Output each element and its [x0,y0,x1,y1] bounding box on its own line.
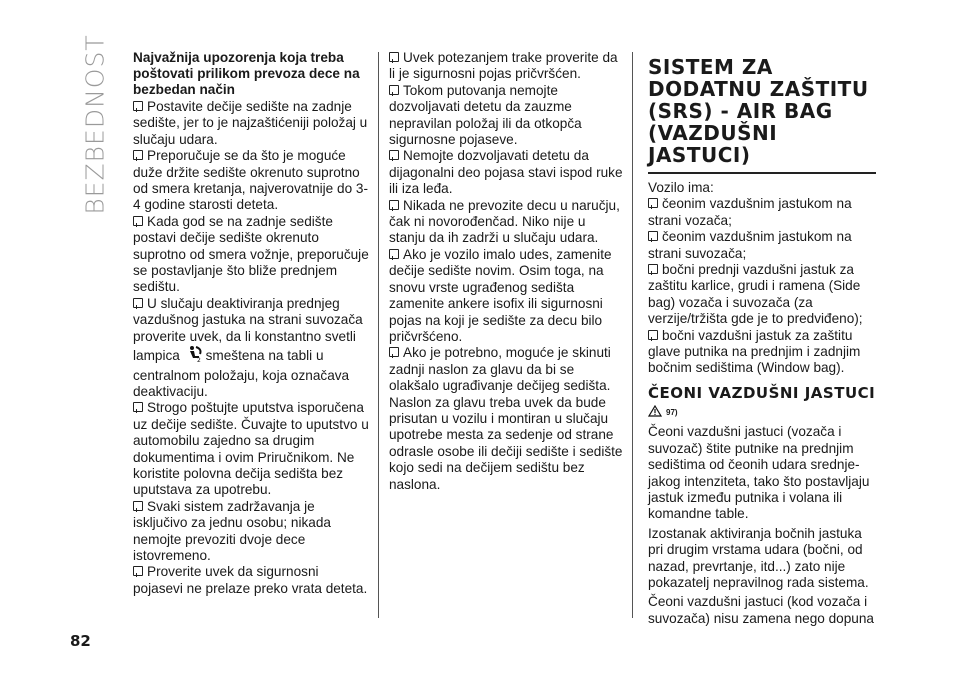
column-1-heading: Najvažnija upozorenja koja treba poštovati prilikom prevoza dece na bezbedan način [133,50,360,97]
column-divider-2 [632,52,633,618]
subsection-title: ČEONI VAZDUŠNI JASTUCI [648,383,876,402]
bullet-icon [389,347,399,357]
list-item: Tokom putovanja nemojte dozvoljavati detetu da zauzme nepravilan položaj ili da otkopča sigurnosne pojaseve. [389,82,582,148]
section-title: SISTEM ZA DODATNU ZAŠTITU (SRS) - AIR BAG (VAZDUŠNI JASTUCI) [648,55,869,167]
bullet-icon [133,566,143,576]
column-1 [133,50,369,597]
list-item: Postavite dečije sedište na zadnje sedište, jer to je najzaštićeniji položaj u slučaju udara. [133,99,368,147]
list-item: Ako je vozilo imalo udes, zamenite dečije sedište novim. Osim toga, na snovu vrste ugrađenog sedišta zamenite ankere isofix ili sigurnosni pojas na koji je sedište za decu bilo pričvršćeno. [389,246,612,344]
list-item: Kada god se na zadnje sedište postavi dečije sedište okrenuto suprotno od smera vožnje, preporučuje se postavljanje što bliže prednjem sedištu. [133,213,369,295]
list-item: bočni vazdušni jastuk za zaštitu glave putnika na prednjim i zadnjim bočnim sedištima (Window bag). [648,327,861,376]
paragraph: Čeoni vazdušni jastuci (kod vozača i suvozača) nisu zamena nego dopuna [648,594,874,626]
bullet-icon [389,85,399,95]
bullet-icon [133,216,143,226]
list-item: čeonim vazdušnim jastukom na strani vozača; [648,196,852,228]
bullet-icon [133,101,143,111]
column-2 [389,50,623,493]
column-divider-1 [378,52,379,618]
bullet-icon [133,402,143,412]
intro-text: Vozilo ima: [648,180,714,195]
column-3 [648,50,880,627]
bullet-icon [389,249,399,259]
list-item: Preporučuje se da što je moguće duže držite sedište okrenuto suprotno od smera kretanja, najverovatnije do 3-4 godine starosti deteta. [133,148,368,213]
bullet-icon [648,231,658,241]
bullet-icon [133,501,143,511]
list-item: Ako je potrebno, moguće je skinuti zadnji naslon za glavu da bi se olakšalo ugrađivanje dečijeg sedišta. Naslon za glavu treba uvek da bude prisutan u vozilu i montiran u slučaju upotrebe mesta za sedenje od strane odrasle osobe ili dečiji sedište i sedište kojo sedi na dečijem sedištu bez naslona. [389,345,623,492]
list-item: bočni prednji vazdušni jastuk za zaštitu karlice, grudi i ramena (Side bag) vozača i suvozača (za verzije/tržišta gde je to predviđeno); [648,262,863,327]
bullet-icon [133,150,143,160]
paragraph: Čeoni vazdušni jastuci (vozača i suvozač) štite putnike na prednjim sedištima od čeonih udara srednje-jakog intenziteta, tako što postavljaju jastuk između putnika i volana ili komandne table. [648,424,870,522]
bullet-icon [648,330,658,340]
bullet-icon [648,198,658,208]
list-item: čeonim vazdušnim jastukom na strani suvozača; [648,229,852,261]
bullet-icon [389,200,399,210]
page-number: 82 [70,632,91,650]
list-item: Svaki sistem zadržavanja je isključivo za jednu osobu; nikada nemojte prevoziti dvoje dece istovremeno. [133,498,331,563]
list-item: Uvek potezanjem trake proverite da li je sigurnosni pojas pričvršćen. [389,50,618,82]
paragraph: Izostanak aktiviranja bočnih jastuka pri drugim vrstama udara (bočni, od nazad, prevrtanje, itd...) zato nije pokazatelj nepravilnog rada sistema. [648,525,869,590]
list-item: Nikada ne prevozite decu u naručju, čak ni novorođenčad. Niko nije u stanju da ih zadrži u slučaju udara. [389,197,620,246]
warning-triangle-icon [648,405,662,421]
section-title-rule [648,172,876,174]
list-item-deactivation: U slučaju deaktiviranja prednjeg vazdušnog jastuka na strani suvozača proverite uvek, da li konstantno svetli lampica 2 smeštena na tabli u centralnom položaju, koja označava deaktivaciju. [133,295,363,399]
list-item: Proverite uvek da sigurnosni pojasevi ne prelaze preko vrata deteta. [133,564,368,596]
warning-reference [648,405,880,421]
svg-text:2: 2 [196,357,201,364]
list-item: Strogo poštujte uputstva isporučena uz dečije sedište. Čuvajte to uputstvo u automobilu zajedno sa drugim dokumentima i ovim Priručnikom. Ne koristite polovna dečija sedišta bez uputstava za upotrebu. [133,400,369,498]
warning-ref-number: 97) [666,407,678,417]
section-sidebar-title: BEZBEDNOST [80,33,110,215]
list-item: Nemojte dozvoljavati detetu da dijagonalni deo pojasa stavi ispod ruke ili iza leđa. [389,148,623,197]
airbag-off-warning-icon [186,345,204,367]
bullet-icon [389,52,399,62]
bullet-icon [133,298,143,308]
bullet-icon [648,264,658,274]
bullet-icon [389,150,399,160]
